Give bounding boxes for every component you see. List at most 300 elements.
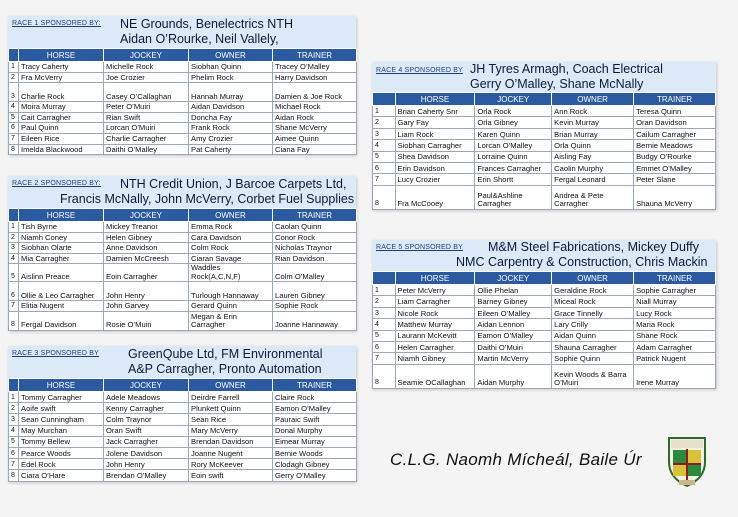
jockey-cell: Barney Gibney bbox=[475, 296, 552, 307]
table-row bbox=[9, 232, 357, 243]
jockey-cell: Brendan O’Malley bbox=[104, 470, 189, 481]
trainer-cell: Oran Davidson bbox=[634, 117, 716, 128]
table-row bbox=[373, 341, 716, 352]
horse-cell: Fra McCooey bbox=[395, 185, 475, 209]
column-header-horse: HORSE bbox=[19, 49, 104, 62]
entry-number: 2 bbox=[9, 72, 19, 83]
owner-cell: Ann Rock bbox=[552, 106, 634, 117]
jockey-cell: Daithi O’Malley bbox=[104, 144, 189, 155]
race-4-table bbox=[372, 92, 716, 210]
jockey-cell: Kenny Carragher bbox=[104, 403, 189, 414]
entry-number: 5 bbox=[373, 151, 396, 162]
trainer-cell: Niall Murray bbox=[634, 296, 716, 307]
entry-number: 6 bbox=[9, 123, 19, 134]
number-header bbox=[373, 272, 396, 285]
table-row bbox=[373, 117, 716, 128]
race-1-header bbox=[8, 16, 356, 48]
entry-number: 1 bbox=[9, 222, 19, 233]
entry-number: 2 bbox=[9, 232, 19, 243]
entry-number: 8 bbox=[373, 185, 396, 209]
table-row bbox=[9, 436, 357, 447]
horse-cell: Brian Caherty Snr bbox=[395, 106, 475, 117]
jockey-cell: Lorcan O’Malley bbox=[475, 140, 552, 151]
entry-number: 4 bbox=[373, 319, 396, 330]
trainer-cell: Shauna McVerry bbox=[634, 185, 716, 209]
horse-cell: Tommy Carragher bbox=[19, 392, 104, 403]
table-row bbox=[373, 364, 716, 388]
table-row bbox=[373, 296, 716, 307]
trainer-cell: Colm O’Malley bbox=[273, 264, 357, 282]
race-5-card bbox=[372, 240, 716, 389]
horse-cell: Aoife swift bbox=[19, 403, 104, 414]
table-row bbox=[373, 140, 716, 151]
column-header-owner: OWNER bbox=[189, 49, 273, 62]
owner-cell: Miceal Rock bbox=[552, 296, 634, 307]
trainer-cell: Lucy Rock bbox=[634, 307, 716, 318]
owner-cell: Aisling Fay bbox=[552, 151, 634, 162]
table-row bbox=[373, 285, 716, 296]
entry-number: 4 bbox=[9, 102, 19, 113]
trainer-cell: Emmet O’Malley bbox=[634, 162, 716, 173]
table-row bbox=[9, 447, 357, 458]
owner-cell: Grace Tinnelly bbox=[552, 307, 634, 318]
jockey-cell: Frances Carragher bbox=[475, 162, 552, 173]
entry-number: 3 bbox=[9, 243, 19, 254]
horse-cell: Aislinn Preace bbox=[19, 264, 104, 282]
horse-cell: Cait Carragher bbox=[19, 112, 104, 123]
entry-number: 3 bbox=[373, 128, 396, 139]
table-row bbox=[9, 222, 357, 233]
number-header bbox=[9, 209, 19, 222]
jockey-cell: Martin McVerry bbox=[475, 353, 552, 364]
jockey-cell: Orla Gibney bbox=[475, 117, 552, 128]
table-row bbox=[9, 83, 357, 102]
header-row bbox=[9, 49, 357, 62]
horse-cell: Tracy Caherty bbox=[19, 62, 104, 73]
entry-number: 1 bbox=[373, 106, 396, 117]
trainer-cell: Gerry O’Malley bbox=[273, 470, 357, 481]
owner-cell: Doncha Fay bbox=[189, 112, 273, 123]
jockey-cell: Casey O’Callaghan bbox=[104, 83, 189, 102]
column-header-horse: HORSE bbox=[19, 379, 104, 392]
trainer-cell: Ciana Fay bbox=[273, 144, 357, 155]
column-header-owner: OWNER bbox=[189, 379, 273, 392]
race-3-table bbox=[8, 378, 357, 482]
horse-cell: Siobhan Carragher bbox=[395, 140, 475, 151]
entry-number: 7 bbox=[373, 353, 396, 364]
owner-cell: Deirdre Farrell bbox=[189, 392, 273, 403]
horse-cell: Tommy Bellew bbox=[19, 436, 104, 447]
horse-cell: Charlie Rock bbox=[19, 83, 104, 102]
owner-cell: Geraldine Rock bbox=[552, 285, 634, 296]
horse-cell: Matthew Murray bbox=[395, 319, 475, 330]
race-1-sponsor-line-1: NE Grounds, Benelectrics NTH bbox=[120, 17, 293, 31]
trainer-cell: Sophie Carragher bbox=[634, 285, 716, 296]
horse-cell: Tish Byrne bbox=[19, 222, 104, 233]
jockey-cell: Peter O’Muiri bbox=[104, 102, 189, 113]
entry-number: 4 bbox=[9, 253, 19, 264]
table-row bbox=[9, 112, 357, 123]
race-3-label: RACE 3 SPONSORED BY bbox=[12, 350, 100, 357]
trainer-cell: Sophie Rock bbox=[273, 301, 357, 312]
column-header-owner: OWNER bbox=[552, 93, 634, 106]
table-row bbox=[9, 301, 357, 312]
trainer-cell: Patrick Nugent bbox=[634, 353, 716, 364]
table-row bbox=[9, 264, 357, 282]
table-row bbox=[9, 133, 357, 144]
jockey-cell: Ollie Phelan bbox=[475, 285, 552, 296]
club-name: C.L.G. Naomh Mícheál, Baile Úr bbox=[390, 450, 642, 469]
entry-number: 4 bbox=[373, 140, 396, 151]
horse-cell: Peter McVerry bbox=[395, 285, 475, 296]
race-3-header bbox=[8, 346, 356, 378]
entry-number: 2 bbox=[9, 403, 19, 414]
horse-cell: Seamie OCallaghan bbox=[395, 364, 475, 388]
trainer-cell: Clodagh Gibney bbox=[273, 459, 357, 470]
table-row bbox=[373, 185, 716, 209]
table-row bbox=[373, 162, 716, 173]
owner-cell: Frank Rock bbox=[189, 123, 273, 134]
horse-cell: Gary Fay bbox=[395, 117, 475, 128]
trainer-cell: Conor Rock bbox=[273, 232, 357, 243]
race-2-label: RACE 2 SPONSORED BY: bbox=[12, 180, 101, 187]
owner-cell: Pat Caherty bbox=[189, 144, 273, 155]
owner-cell: Eoin swift bbox=[189, 470, 273, 481]
jockey-cell: Karen Quinn bbox=[475, 128, 552, 139]
race-1-card bbox=[8, 16, 356, 155]
jockey-cell: John Henry bbox=[104, 282, 189, 301]
trainer-cell: Lauren Gibney bbox=[273, 282, 357, 301]
table-row bbox=[9, 414, 357, 425]
horse-cell: Erin Davidson bbox=[395, 162, 475, 173]
race-1-sponsor-line-2: Aidan O’Rourke, Neil Vallely, bbox=[120, 32, 279, 46]
column-header-trainer: TRAINER bbox=[634, 93, 716, 106]
owner-cell: Hannah Murray bbox=[189, 83, 273, 102]
trainer-cell: Aimee Quinn bbox=[273, 133, 357, 144]
race-2-table bbox=[8, 208, 357, 331]
owner-cell: Emma Rock bbox=[189, 222, 273, 233]
column-header-jockey: JOCKEY bbox=[104, 209, 189, 222]
column-header-horse: HORSE bbox=[19, 209, 104, 222]
owner-cell: Turlough Hannaway bbox=[189, 282, 273, 301]
table-row bbox=[373, 319, 716, 330]
horse-cell: Helen Carragher bbox=[395, 341, 475, 352]
race-3-card bbox=[8, 346, 356, 482]
trainer-cell: Harry Davidson bbox=[273, 72, 357, 83]
trainer-cell: Eimear Murray bbox=[273, 436, 357, 447]
column-header-jockey: JOCKEY bbox=[475, 272, 552, 285]
owner-cell: Ciaran Savage bbox=[189, 253, 273, 264]
owner-cell: Kevin Woods & Barra O’Muiri bbox=[552, 364, 634, 388]
table-row bbox=[9, 470, 357, 481]
jockey-cell: Aidan Murphy bbox=[475, 364, 552, 388]
owner-cell: Kevin Murray bbox=[552, 117, 634, 128]
owner-cell: Phelim Rock bbox=[189, 72, 273, 83]
trainer-cell: Pauraic Swift bbox=[273, 414, 357, 425]
trainer-cell: Michael Rock bbox=[273, 102, 357, 113]
entry-number: 8 bbox=[9, 144, 19, 155]
column-header-jockey: JOCKEY bbox=[475, 93, 552, 106]
owner-cell: Sean Rice bbox=[189, 414, 273, 425]
horse-cell: Imelda Blackwood bbox=[19, 144, 104, 155]
column-header-trainer: TRAINER bbox=[273, 49, 357, 62]
trainer-cell: Nicholas Traynor bbox=[273, 243, 357, 254]
jockey-cell: Erin Shortt bbox=[475, 174, 552, 185]
jockey-cell: Mickey Treanor bbox=[104, 222, 189, 233]
column-header-trainer: TRAINER bbox=[273, 379, 357, 392]
owner-cell: Rory McKeever bbox=[189, 459, 273, 470]
race-4-sponsor-line-2: Gerry O’Malley, Shane McNally bbox=[470, 77, 644, 91]
race-5-table bbox=[372, 271, 716, 389]
owner-cell: Aidan Davidson bbox=[189, 102, 273, 113]
trainer-cell: Budgy O’Rourke bbox=[634, 151, 716, 162]
trainer-cell: Donal Murphy bbox=[273, 425, 357, 436]
trainer-cell: Bernie Woods bbox=[273, 447, 357, 458]
horse-cell: May Murchan bbox=[19, 425, 104, 436]
race-5-header bbox=[372, 240, 716, 271]
table-row bbox=[373, 151, 716, 162]
table-row bbox=[9, 123, 357, 134]
jockey-cell: Charlie Carragher bbox=[104, 133, 189, 144]
jockey-cell: Colm Traynor bbox=[104, 414, 189, 425]
entry-number: 6 bbox=[373, 162, 396, 173]
owner-cell: Aidan Quinn bbox=[552, 330, 634, 341]
entry-number: 7 bbox=[9, 459, 19, 470]
jockey-cell: Lorcan O’Muiri bbox=[104, 123, 189, 134]
horse-cell: Edel Rock bbox=[19, 459, 104, 470]
owner-cell: Sophie Quinn bbox=[552, 353, 634, 364]
header-row bbox=[373, 93, 716, 106]
race-2-sponsor-line-2: Francis McNally, John McVerry, Corbet Fuel Supplies bbox=[60, 192, 355, 206]
column-header-trainer: TRAINER bbox=[634, 272, 716, 285]
race-4-card bbox=[372, 62, 716, 210]
jockey-cell: Orla Rock bbox=[475, 106, 552, 117]
horse-cell: Siobhan Olarte bbox=[19, 243, 104, 254]
race-4-header bbox=[372, 62, 716, 92]
horse-cell: Laurann McKevitt bbox=[395, 330, 475, 341]
trainer-cell: Caolan Quinn bbox=[273, 222, 357, 233]
trainer-cell: Shane McVerry bbox=[273, 123, 357, 134]
jockey-cell: Rian Swift bbox=[104, 112, 189, 123]
table-row bbox=[9, 282, 357, 301]
jockey-cell: Jolene Davidson bbox=[104, 447, 189, 458]
owner-cell: Brian Murray bbox=[552, 128, 634, 139]
trainer-cell: Aidan Rock bbox=[273, 112, 357, 123]
horse-cell: Lucy Crozier bbox=[395, 174, 475, 185]
jockey-cell: Anne Davidson bbox=[104, 243, 189, 254]
jockey-cell: Adele Meadows bbox=[104, 392, 189, 403]
jockey-cell: Eamon O’Malley bbox=[475, 330, 552, 341]
race-5-sponsor-line-2: NMC Carpentry & Construction, Chris Mackin bbox=[456, 255, 708, 269]
trainer-cell: Joanne Hannaway bbox=[273, 311, 357, 330]
horse-cell: Liam Carragher bbox=[395, 296, 475, 307]
horse-cell: Liam Rock bbox=[395, 128, 475, 139]
column-header-owner: OWNER bbox=[189, 209, 273, 222]
table-row bbox=[9, 403, 357, 414]
entry-number: 1 bbox=[373, 285, 396, 296]
entry-number: 3 bbox=[9, 83, 19, 102]
horse-cell: Niamh Gibney bbox=[395, 353, 475, 364]
jockey-cell: Rosie O’Muiri bbox=[104, 311, 189, 330]
owner-cell: Shauna Carragher bbox=[552, 341, 634, 352]
jockey-cell: John Henry bbox=[104, 459, 189, 470]
horse-cell: Ollie & Leo Carragher bbox=[19, 282, 104, 301]
jockey-cell: Joe Crozier bbox=[104, 72, 189, 83]
race-1-table bbox=[8, 48, 357, 155]
owner-cell: Lary Crilly bbox=[552, 319, 634, 330]
jockey-cell: Paul&Ashline Carragher bbox=[475, 185, 552, 209]
table-row bbox=[9, 425, 357, 436]
horse-cell: Paul Quinn bbox=[19, 123, 104, 134]
entry-number: 7 bbox=[9, 301, 19, 312]
entry-number: 5 bbox=[9, 264, 19, 282]
entry-number: 7 bbox=[9, 133, 19, 144]
club-crest-icon bbox=[665, 432, 709, 488]
trainer-cell: Eamon O’Malley bbox=[273, 403, 357, 414]
race-4-sponsor-line-1: JH Tyres Armagh, Coach Electrical bbox=[470, 62, 663, 76]
trainer-cell: Claire Rock bbox=[273, 392, 357, 403]
jockey-cell: Eoin Carragher bbox=[104, 264, 189, 282]
jockey-cell: Aidan Lennon bbox=[475, 319, 552, 330]
horse-cell: Mia Carragher bbox=[19, 253, 104, 264]
owner-cell: Colm Rock bbox=[189, 243, 273, 254]
jockey-cell: Helen Gibney bbox=[104, 232, 189, 243]
entry-number: 3 bbox=[9, 414, 19, 425]
column-header-trainer: TRAINER bbox=[273, 209, 357, 222]
table-row bbox=[373, 174, 716, 185]
table-row bbox=[373, 353, 716, 364]
header-row bbox=[373, 272, 716, 285]
entry-number: 5 bbox=[373, 330, 396, 341]
entry-number: 4 bbox=[9, 425, 19, 436]
horse-cell: Fra McVerry bbox=[19, 72, 104, 83]
horse-cell: Fergal Davidson bbox=[19, 311, 104, 330]
owner-cell: Brendan Davidson bbox=[189, 436, 273, 447]
column-header-jockey: JOCKEY bbox=[104, 49, 189, 62]
entry-number: 1 bbox=[9, 392, 19, 403]
jockey-cell: Damien McCreesh bbox=[104, 253, 189, 264]
number-header bbox=[9, 379, 19, 392]
trainer-cell: Rian Davidson bbox=[273, 253, 357, 264]
table-row bbox=[373, 330, 716, 341]
race-2-card bbox=[8, 176, 356, 331]
column-header-horse: HORSE bbox=[395, 93, 475, 106]
owner-cell: Megan & Erin Carragher bbox=[189, 311, 273, 330]
trainer-cell: Peter Slane bbox=[634, 174, 716, 185]
owner-cell: Waddles Rock(A,C,N,F) bbox=[189, 264, 273, 282]
entry-number: 2 bbox=[373, 117, 396, 128]
entry-number: 8 bbox=[9, 311, 19, 330]
table-row bbox=[9, 253, 357, 264]
entry-number: 5 bbox=[9, 436, 19, 447]
trainer-cell: Adam Carragher bbox=[634, 341, 716, 352]
entry-number: 6 bbox=[9, 447, 19, 458]
table-row bbox=[9, 459, 357, 470]
owner-cell: Caolin Murphy bbox=[552, 162, 634, 173]
jockey-cell: Lorraine Quinn bbox=[475, 151, 552, 162]
race-3-sponsor-line-1: GreenQube Ltd, FM Environmental bbox=[128, 347, 323, 361]
owner-cell: Cara Davidson bbox=[189, 232, 273, 243]
race-5-sponsor-line-1: M&M Steel Fabrications, Mickey Duffy bbox=[488, 240, 699, 254]
trainer-cell: Irene Murray bbox=[634, 364, 716, 388]
jockey-cell: Daithi O’Muiri bbox=[475, 341, 552, 352]
race-2-sponsor-line-1: NTH Credit Union, J Barcoe Carpets Ltd, bbox=[120, 177, 347, 191]
number-header bbox=[373, 93, 396, 106]
entry-number: 8 bbox=[373, 364, 396, 388]
header-row bbox=[9, 379, 357, 392]
race-3-sponsor-line-2: A&P Carragher, Pronto Automation bbox=[128, 362, 322, 376]
horse-cell: Nicole Rock bbox=[395, 307, 475, 318]
table-row bbox=[9, 62, 357, 73]
column-header-jockey: JOCKEY bbox=[104, 379, 189, 392]
owner-cell: Orla Quinn bbox=[552, 140, 634, 151]
table-row bbox=[373, 106, 716, 117]
race-4-label: RACE 4 SPONSORED BY bbox=[376, 67, 464, 74]
owner-cell: Fergal Leonard bbox=[552, 174, 634, 185]
horse-cell: Shea Davidson bbox=[395, 151, 475, 162]
table-row bbox=[9, 311, 357, 330]
entry-number: 7 bbox=[373, 174, 396, 185]
entry-number: 1 bbox=[9, 62, 19, 73]
trainer-cell: Damien & Joe Rock bbox=[273, 83, 357, 102]
trainer-cell: Bernie Meadows bbox=[634, 140, 716, 151]
owner-cell: Amy Crozier bbox=[189, 133, 273, 144]
column-header-horse: HORSE bbox=[395, 272, 475, 285]
entry-number: 6 bbox=[373, 341, 396, 352]
owner-cell: Joanne Nugent bbox=[189, 447, 273, 458]
owner-cell: Andrea & Pete Carragher bbox=[552, 185, 634, 209]
entry-number: 8 bbox=[9, 470, 19, 481]
table-row bbox=[9, 144, 357, 155]
owner-cell: Siobhan Quinn bbox=[189, 62, 273, 73]
table-row bbox=[373, 307, 716, 318]
entry-number: 2 bbox=[373, 296, 396, 307]
owner-cell: Plunkett Quinn bbox=[189, 403, 273, 414]
horse-cell: Pearce Woods bbox=[19, 447, 104, 458]
jockey-cell: Jack Carragher bbox=[104, 436, 189, 447]
horse-cell: Sean Cunningham bbox=[19, 414, 104, 425]
entry-number: 3 bbox=[373, 307, 396, 318]
trainer-cell: Maria Rock bbox=[634, 319, 716, 330]
entry-number: 5 bbox=[9, 112, 19, 123]
owner-cell: Gerard Quinn bbox=[189, 301, 273, 312]
table-row bbox=[9, 392, 357, 403]
horse-cell: Moira Murray bbox=[19, 102, 104, 113]
trainer-cell: Cailum Carragher bbox=[634, 128, 716, 139]
jockey-cell: John Garvey bbox=[104, 301, 189, 312]
horse-cell: Elitia Nugent bbox=[19, 301, 104, 312]
number-header bbox=[9, 49, 19, 62]
table-row bbox=[9, 243, 357, 254]
table-row bbox=[9, 72, 357, 83]
race-5-label: RACE 5 SPONSORED BY bbox=[376, 244, 464, 251]
horse-cell: Ciara O’Hare bbox=[19, 470, 104, 481]
horse-cell: Eileen Rice bbox=[19, 133, 104, 144]
trainer-cell: Tracey O’Malley bbox=[273, 62, 357, 73]
entry-number: 6 bbox=[9, 282, 19, 301]
horse-cell: Niamh Coney bbox=[19, 232, 104, 243]
jockey-cell: Michelle Rock bbox=[104, 62, 189, 73]
race-1-label: RACE 1 SPONSORED BY: bbox=[12, 20, 101, 27]
table-row bbox=[9, 102, 357, 113]
trainer-cell: Shane Rock bbox=[634, 330, 716, 341]
owner-cell: Mary McVerry bbox=[189, 425, 273, 436]
trainer-cell: Teresa Quinn bbox=[634, 106, 716, 117]
jockey-cell: Eileen O’Malley bbox=[475, 307, 552, 318]
table-row bbox=[373, 128, 716, 139]
jockey-cell: Oran Swift bbox=[104, 425, 189, 436]
column-header-owner: OWNER bbox=[552, 272, 634, 285]
